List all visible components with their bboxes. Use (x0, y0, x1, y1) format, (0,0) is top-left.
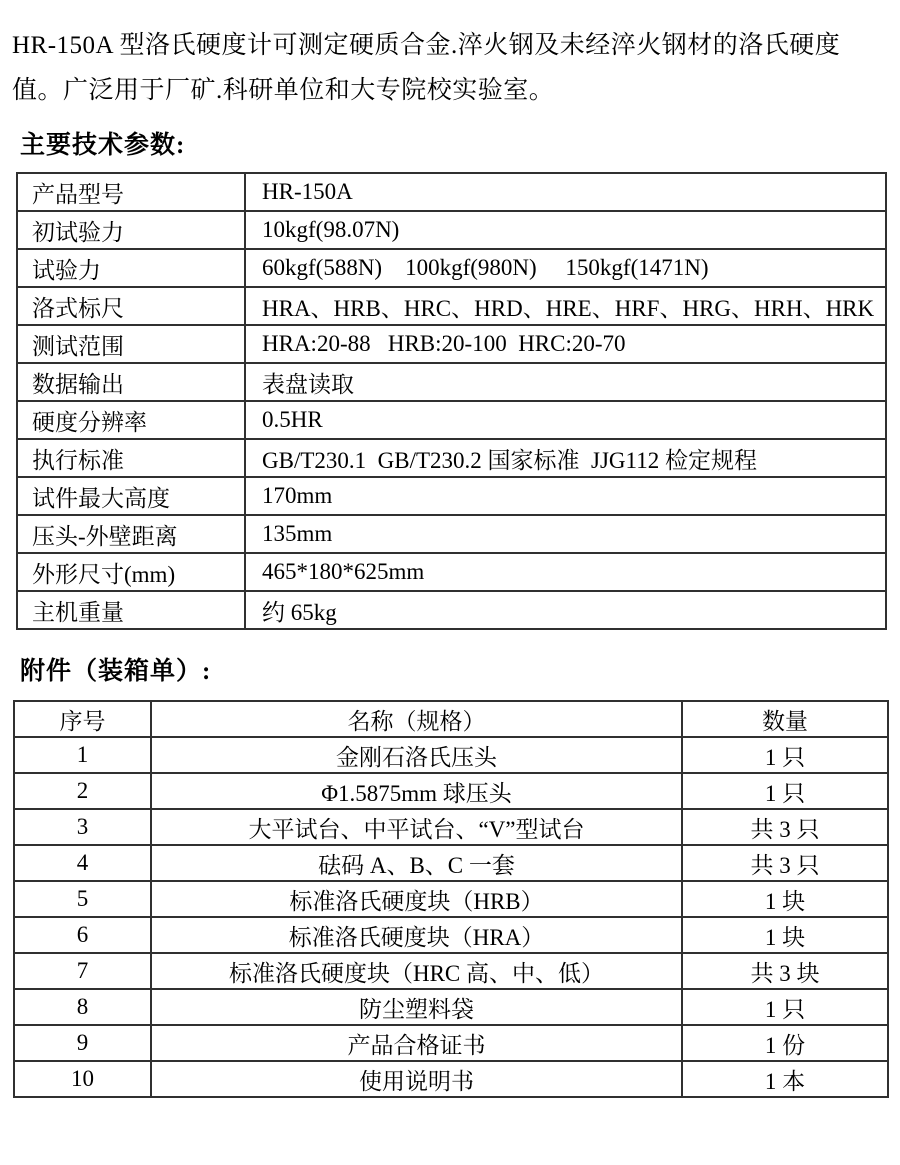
accessories-table (13, 700, 889, 1098)
accessory-name: 使用说明书 (151, 1061, 682, 1097)
spec-row (17, 363, 886, 401)
spec-row (17, 249, 886, 287)
accessory-qty: 1 只 (682, 989, 888, 1025)
accessory-row (14, 881, 888, 917)
accessory-name: 标准洛氏硬度块（HRB） (151, 881, 682, 917)
spec-label: 洛式标尺 (17, 287, 245, 325)
accessory-name: Φ1.5875mm 球压头 (151, 773, 682, 809)
accessory-qty: 1 只 (682, 773, 888, 809)
accessory-name: 产品合格证书 (151, 1025, 682, 1061)
spec-value: HRA、HRB、HRC、HRD、HRE、HRF、HRG、HRH、HRK (245, 287, 886, 325)
accessory-no: 2 (14, 773, 151, 809)
spec-value: 约 65kg (245, 591, 886, 629)
spec-label: 外形尺寸(mm) (17, 553, 245, 591)
accessory-name: 金刚石洛氏压头 (151, 737, 682, 773)
accessory-name: 防尘塑料袋 (151, 989, 682, 1025)
accessory-row (14, 809, 888, 845)
accessory-row (14, 917, 888, 953)
spec-row (17, 211, 886, 249)
accessories-heading: 附件（装箱单）: (20, 658, 212, 685)
spec-value: 表盘读取 (245, 363, 886, 401)
spec-row (17, 515, 886, 553)
accessory-qty: 1 块 (682, 917, 888, 953)
spec-label: 主机重量 (17, 591, 245, 629)
accessory-name: 标准洛氏硬度块（HRC 高、中、低） (151, 953, 682, 989)
accessory-row (14, 845, 888, 881)
spec-row (17, 439, 886, 477)
accessories-header-no: 序号 (14, 701, 151, 737)
accessory-row (14, 1025, 888, 1061)
spec-label: 压头-外壁距离 (17, 515, 245, 553)
spec-label: 试验力 (17, 249, 245, 287)
spec-label: 数据输出 (17, 363, 245, 401)
spec-value: HRA:20-88 HRB:20-100 HRC:20-70 (245, 325, 886, 363)
accessory-qty: 1 只 (682, 737, 888, 773)
accessory-row (14, 773, 888, 809)
accessory-row (14, 1061, 888, 1097)
spec-label: 硬度分辨率 (17, 401, 245, 439)
accessory-qty: 共 3 块 (682, 953, 888, 989)
spec-row (17, 173, 886, 211)
accessory-qty: 共 3 只 (682, 845, 888, 881)
spec-label: 产品型号 (17, 173, 245, 211)
spec-label: 测试范围 (17, 325, 245, 363)
spec-row (17, 477, 886, 515)
accessory-no: 4 (14, 845, 151, 881)
specs-heading: 主要技术参数: (20, 132, 186, 159)
spec-label: 初试验力 (17, 211, 245, 249)
spec-row (17, 591, 886, 629)
spec-row (17, 325, 886, 363)
accessory-name: 标准洛氏硬度块（HRA） (151, 917, 682, 953)
spec-row (17, 553, 886, 591)
accessory-name: 大平试台、中平试台、“V”型试台 (151, 809, 682, 845)
accessory-no: 1 (14, 737, 151, 773)
accessories-header-qty: 数量 (682, 701, 888, 737)
accessory-qty: 1 本 (682, 1061, 888, 1097)
accessory-no: 7 (14, 953, 151, 989)
accessory-qty: 共 3 只 (682, 809, 888, 845)
spec-value: 170mm (245, 477, 886, 515)
accessory-row (14, 737, 888, 773)
spec-value: 465*180*625mm (245, 553, 886, 591)
spec-value: GB/T230.1 GB/T230.2 国家标准 JJG112 检定规程 (245, 439, 886, 477)
spec-value: 10kgf(98.07N) (245, 211, 886, 249)
spec-value: 135mm (245, 515, 886, 553)
spec-value: 0.5HR (245, 401, 886, 439)
spec-label: 试件最大高度 (17, 477, 245, 515)
accessory-row (14, 989, 888, 1025)
spec-row (17, 401, 886, 439)
accessory-qty: 1 块 (682, 881, 888, 917)
accessories-header-name: 名称（规格） (151, 701, 682, 737)
spec-value: HR-150A (245, 173, 886, 211)
specs-table (16, 172, 887, 630)
intro-paragraph: HR-150A 型洛氏硬度计可测定硬质合金.淬火钢及未经淬火钢材的洛氏硬度值。广泛用于厂矿.科研单位和大专院校实验室。 (12, 32, 841, 104)
accessory-no: 10 (14, 1061, 151, 1097)
accessory-no: 8 (14, 989, 151, 1025)
accessory-no: 6 (14, 917, 151, 953)
accessory-no: 9 (14, 1025, 151, 1061)
accessory-no: 3 (14, 809, 151, 845)
accessories-header-row (14, 701, 888, 737)
accessory-name: 砝码 A、B、C 一套 (151, 845, 682, 881)
accessory-row (14, 953, 888, 989)
accessory-no: 5 (14, 881, 151, 917)
spec-value: 60kgf(588N) 100kgf(980N) 150kgf(1471N) (245, 249, 886, 287)
spec-label: 执行标准 (17, 439, 245, 477)
accessory-qty: 1 份 (682, 1025, 888, 1061)
spec-row (17, 287, 886, 325)
